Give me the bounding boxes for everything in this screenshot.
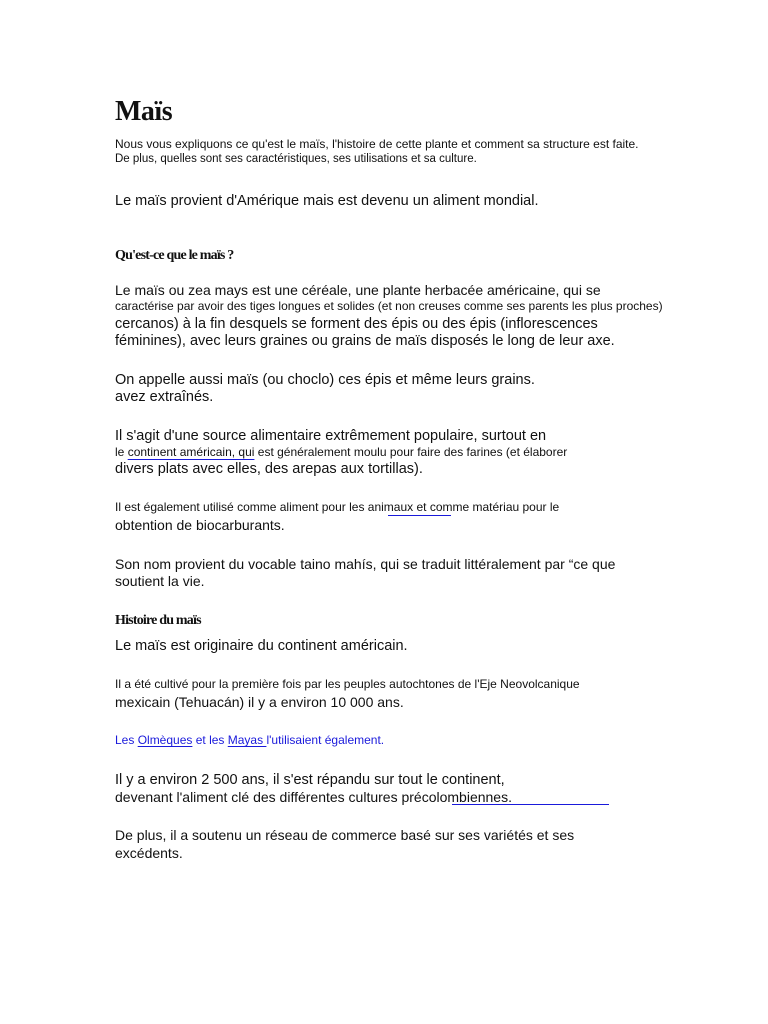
s2-p2-line-1: Il a été cultivé pour la première fois par les peuples autochtones de l'Eje Neovolcanique (115, 677, 580, 691)
s2-p3-mid: et les (192, 733, 228, 747)
s1-p1-line-2: caractérise par avoir des tiges longues et solides (et non creuses comme ses parents les plus proches) (115, 299, 663, 313)
s2-p3-start: Les (115, 733, 138, 747)
s1-p1-line-3: cercanos) à la fin desquels se forment des épis ou des épis (inflorescences (115, 316, 598, 332)
s2-p3 (115, 733, 384, 747)
underline-mark-2 (452, 804, 609, 805)
s2-p1: Le maïs est originaire du continent américain. (115, 638, 408, 654)
page-title: Maïs (115, 96, 173, 127)
section-heading-history: Histoire du maïs (115, 613, 201, 628)
s2-p4-line-1: Il y a environ 2 500 ans, il s'est répandu sur tout le continent, (115, 772, 505, 788)
mayas-link[interactable]: Mayas (227, 733, 267, 747)
lead-paragraph: Le maïs provient d'Amérique mais est devenu un aliment mondial. (115, 193, 539, 209)
intro-line-2: De plus, quelles sont ses caractéristiques, ses utilisations et sa culture. (115, 153, 477, 165)
s1-p2-line-2: avez extraînés. (115, 389, 214, 405)
s2-p3-end: l'utilisaient également. (266, 733, 385, 747)
s2-p2-line-2: mexicain (Tehuacán) il y a environ 10 000 ans. (115, 694, 404, 710)
intro-line-1: Nous vous expliquons ce qu'est le maïs, l'histoire de cette plante et comment sa structure est faite. (115, 137, 639, 151)
s2-p5-line-2: excédents. (115, 845, 183, 861)
s1-p4-line-2: obtention de biocarburants. (115, 517, 285, 533)
s1-p3-line-2-start: le (115, 445, 128, 459)
s1-p3-line-2-end: est généralement moulu pour faire des farines (et élaborer (254, 445, 568, 459)
s1-p1-line-4: féminines), avec leurs graines ou grains de maïs disposés le long de leur axe. (115, 333, 615, 349)
s2-p5-line-1: De plus, il a soutenu un réseau de commerce basé sur ses variétés et ses (115, 827, 575, 843)
s1-p1-line-1: Le maïs ou zea mays est une céréale, une plante herbacée américaine, qui se (115, 282, 601, 298)
s2-p4-line-2: devenant l'aliment clé des différentes cultures précolombiennes. (115, 789, 512, 805)
s1-p5-line-1: Son nom provient du vocable taino mahís, qui se traduit littéralement par “ce que (115, 556, 616, 572)
s1-p3-line-3: divers plats avec elles, des arepas aux tortillas). (115, 461, 423, 477)
s1-p5-line-2: soutient la vie. (115, 573, 205, 589)
olmeques-link[interactable]: Olmèques (137, 733, 193, 747)
section-heading-what-is: Qu'est-ce que le maïs ? (115, 248, 234, 263)
s1-p4-line-1: Il est également utilisé comme aliment pour les animaux et comme matériau pour le (115, 500, 560, 514)
s1-p2-line-1: On appelle aussi maïs (ou choclo) ces épis et même leurs grains. (115, 372, 535, 388)
s1-p3-line-1: Il s'agit d'une source alimentaire extrêmement populaire, surtout en (115, 428, 547, 444)
s1-p3-line-2 (115, 445, 567, 459)
underline-mark (388, 515, 451, 516)
continent-link[interactable]: continent américain, qui (127, 445, 255, 459)
